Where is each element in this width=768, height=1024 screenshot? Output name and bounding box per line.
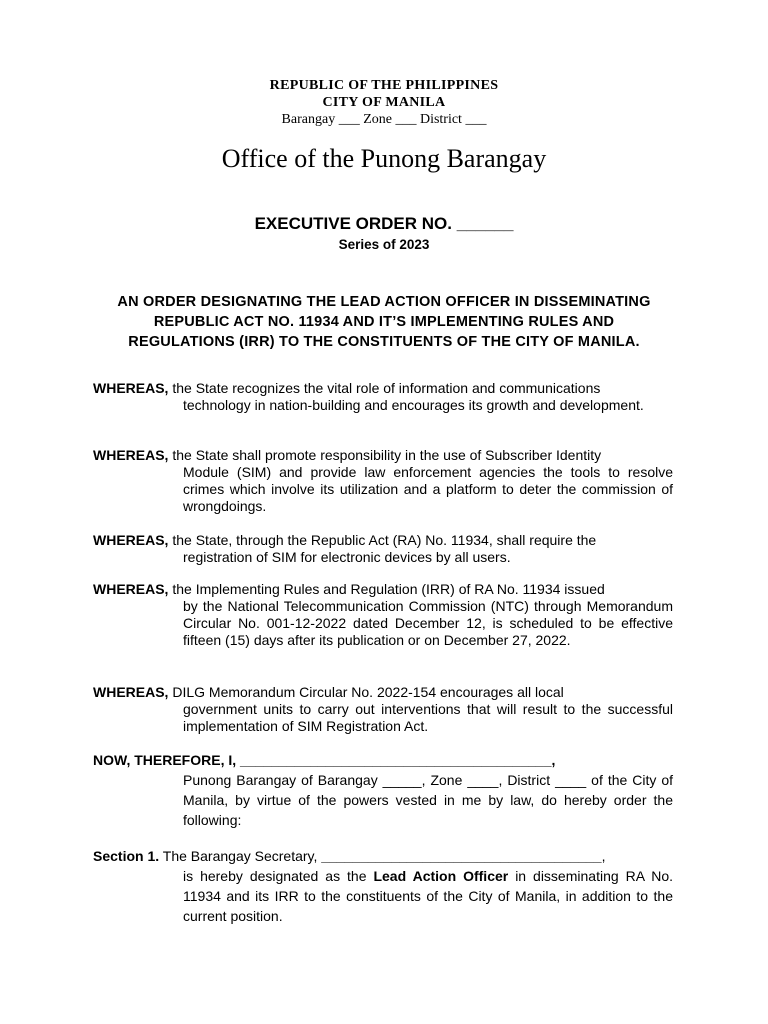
secretary-blank-line: ____________________________________ (321, 848, 602, 864)
whereas-keyword: WHEREAS, (93, 447, 169, 463)
whereas-continuation: Module (SIM) and provide law enforcement agencies the tools to resolve crimes which involve its utilization and a platform to deter the commission of wrongdoings. (183, 464, 673, 514)
section-1-cont-before: is hereby designated as the (183, 868, 367, 884)
whereas-first-line: the Implementing Rules and Regulation (IRR) of RA No. 11934 issued (172, 581, 605, 597)
whereas-paragraph (93, 532, 673, 566)
section-1-comma: , (601, 848, 606, 864)
section-1-label: Section 1. (93, 848, 160, 864)
order-title-line-3: REGULATIONS (IRR) TO THE CONSTITUENTS OF THE CITY OF MANILA. (128, 334, 640, 350)
whereas-paragraph (93, 684, 673, 735)
order-title-line-2: REPUBLIC ACT NO. 11934 AND IT’S IMPLEMENTING RULES AND (153, 314, 615, 330)
section-1-continuation (93, 866, 673, 926)
whereas-keyword: WHEREAS, (93, 532, 169, 548)
section-1-first-text: The Barangay Secretary, (162, 848, 318, 864)
whereas-continuation: registration of SIM for electronic devices by all users. (183, 549, 511, 565)
name-blank-line: ________________________________________, (240, 752, 556, 768)
lead-action-officer-term: Lead Action Officer (373, 868, 509, 884)
whereas-keyword: WHEREAS, (93, 380, 169, 396)
whereas-continuation: government units to carry out interventions that will result to the successful implementation of SIM Registration Act. (183, 701, 673, 734)
whereas-keyword: WHEREAS, (93, 684, 169, 700)
whereas-continuation: by the National Telecommunication Commission (NTC) through Memorandum Circular No. 001-12-2022 dated December 12, is scheduled to be effective fifteen (15) days after its publication or on December 27, 2022. (183, 598, 673, 648)
now-therefore-paragraph (93, 750, 673, 830)
executive-order-number: EXECUTIVE ORDER NO. ______ (254, 214, 514, 233)
office-title: Office of the Punong Barangay (221, 144, 547, 173)
whereas-first-line: the State recognizes the vital role of information and communications (172, 380, 601, 396)
whereas-first-line: DILG Memorandum Circular No. 2022-154 encourages all local (172, 684, 564, 700)
whereas-paragraph (93, 447, 673, 515)
now-word: NOW, (93, 752, 131, 768)
order-title (0, 292, 768, 352)
header-city: CITY OF MANILA (322, 95, 446, 110)
i-word: I, (228, 752, 237, 768)
whereas-paragraph (93, 581, 673, 649)
whereas-paragraph (93, 380, 673, 414)
header-republic: REPUBLIC OF THE PHILIPPINES (269, 78, 499, 93)
whereas-continuation: technology in nation-building and encourages its growth and development. (183, 397, 644, 413)
section-1-cont-after: in disseminating RA No. 11934 and its IRR to the constituents of the City of Manila, in addition to the current position. (183, 868, 674, 924)
now-therefore-continuation: Punong Barangay of Barangay _____, Zone ____, District ____ of the City of Manila, by virtue of the powers vested in me by law, do hereby order the following: (183, 772, 673, 828)
whereas-first-line: the State, through the Republic Act (RA) No. 11934, shall require the (172, 532, 597, 548)
whereas-keyword: WHEREAS, (93, 581, 169, 597)
section-1-paragraph (93, 846, 673, 926)
whereas-first-line: the State shall promote responsibility in the use of Subscriber Identity (172, 447, 602, 463)
header-location-line: Barangay ___ Zone ___ District ___ (281, 112, 487, 127)
therefore-word: THEREFORE, (134, 752, 225, 768)
series-line: Series of 2023 (338, 237, 430, 252)
order-title-line-1: AN ORDER DESIGNATING THE LEAD ACTION OFFICER IN DISSEMINATING (117, 294, 651, 310)
